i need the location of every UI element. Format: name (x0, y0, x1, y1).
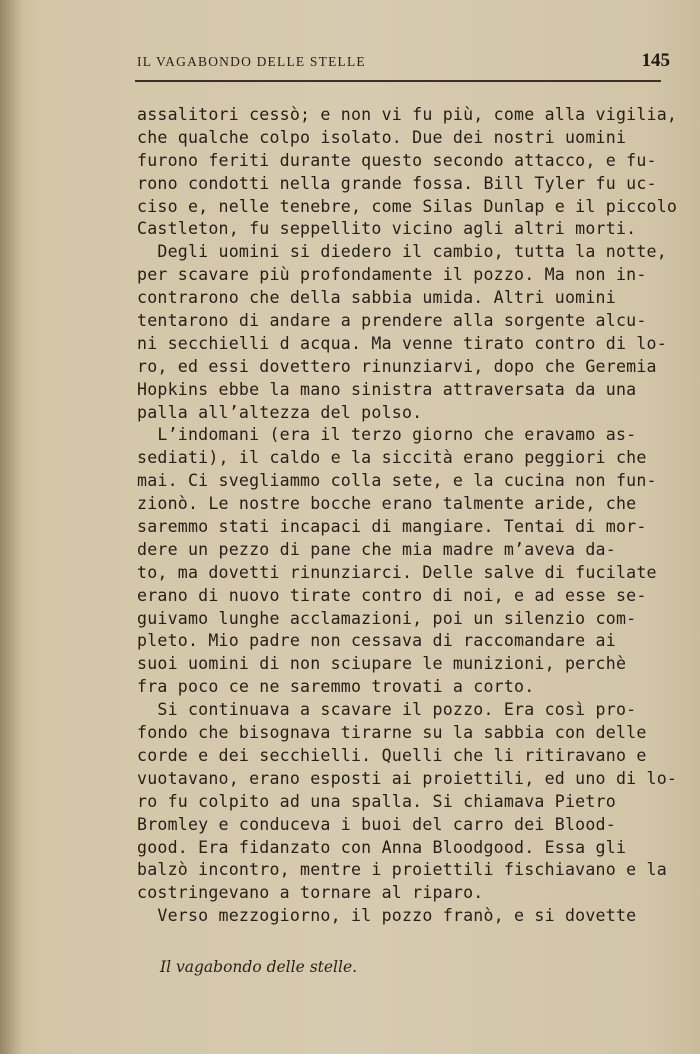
text-line: balzò incontro, mentre i proiettili fischiavano e la (137, 860, 667, 880)
text-line: Verso mezzogiorno, il pozzo franò, e si dovette (137, 906, 637, 926)
text-line: guivamo lunghe acclamazioni, poi un silenzio com- (137, 608, 637, 628)
text-line: costringevano a tornare al riparo. (137, 883, 484, 903)
footer-signature: Il vagabondo delle stelle. (160, 958, 358, 976)
text-line: to, ma dovetti rinunziarci. Delle salve di fucilate (137, 562, 657, 582)
text-line: Degli uomini si diedero il cambio, tutta la notte, (137, 242, 667, 262)
text-line: L’indomani (era il terzo giorno che eravamo as- (137, 425, 637, 445)
text-line: furono feriti durante questo secondo attacco, e fu- (137, 150, 657, 170)
text-line: ciso e, nelle tenebre, come Silas Dunlap e il piccolo (137, 196, 678, 216)
text-line: mai. Ci svegliammo colla sete, e la cucina non fun- (137, 471, 657, 491)
text-line: Si continuava a scavare il pozzo. Era così pro- (137, 700, 637, 720)
text-line: dere un pezzo di pane che mia madre m’aveva da- (137, 539, 616, 559)
text-line: saremmo stati incapaci di mangiare. Tentai di mor- (137, 517, 647, 537)
text-line: sediati), il caldo e la siccità erano peggiori che (137, 448, 647, 468)
text-line: fra poco ce ne saremmo trovati a corto. (137, 677, 535, 697)
text-line: Hopkins ebbe la mano sinistra attraversata da una (137, 379, 637, 399)
text-line: zionò. Le nostre bocche erano talmente aride, che (137, 494, 637, 514)
text-line: ro fu colpito ad una spalla. Si chiamava Pietro (137, 791, 616, 811)
text-line: corde e dei secchielli. Quelli che li ritiravano e (137, 745, 647, 765)
body-text (137, 104, 678, 928)
text-line: che qualche colpo isolato. Due dei nostri uomini (137, 127, 627, 147)
text-line: ro, ed essi dovettero rinunziarvi, dopo che Geremia (137, 356, 657, 376)
running-head (0, 48, 700, 76)
header-rule (135, 80, 661, 82)
text-line: per scavare più profondamente il pozzo. Ma non in- (137, 265, 647, 285)
text-line: erano di nuovo tirate contro di noi, e ad esse se- (137, 585, 647, 605)
text-line: suoi uomini di non sciupare le munizioni, perchè (137, 654, 627, 674)
text-line: fondo che bisognava tirarne su la sabbia con delle (137, 723, 647, 743)
text-line: palla all’altezza del polso. (137, 402, 423, 422)
gutter-shadow (0, 0, 22, 1054)
text-line: rono condotti nella grande fossa. Bill Tyler fu uc- (137, 173, 657, 193)
text-line: tentarono di andare a prendere alla sorgente alcu- (137, 311, 647, 331)
text-line: Bromley e conduceva i buoi del carro dei Blood- (137, 814, 616, 834)
text-line: Castleton, fu seppellito vicino agli altri morti. (137, 219, 637, 239)
text-line: pleto. Mio padre non cessava di raccomandare ai (137, 631, 616, 651)
text-line: good. Era fidanzato con Anna Bloodgood. Essa gli (137, 837, 627, 857)
text-line: contrarono che della sabbia umida. Altri uomini (137, 288, 616, 308)
running-title: IL VAGABONDO DELLE STELLE (137, 54, 366, 69)
text-line: ni secchielli d acqua. Ma venne tirato contro di lo- (137, 333, 667, 353)
text-line: vuotavano, erano esposti ai proiettili, ed uno di lo- (137, 768, 678, 788)
text-line: assalitori cessò; e non vi fu più, come alla vigilia, (137, 105, 678, 124)
page-number: 145 (641, 50, 670, 71)
